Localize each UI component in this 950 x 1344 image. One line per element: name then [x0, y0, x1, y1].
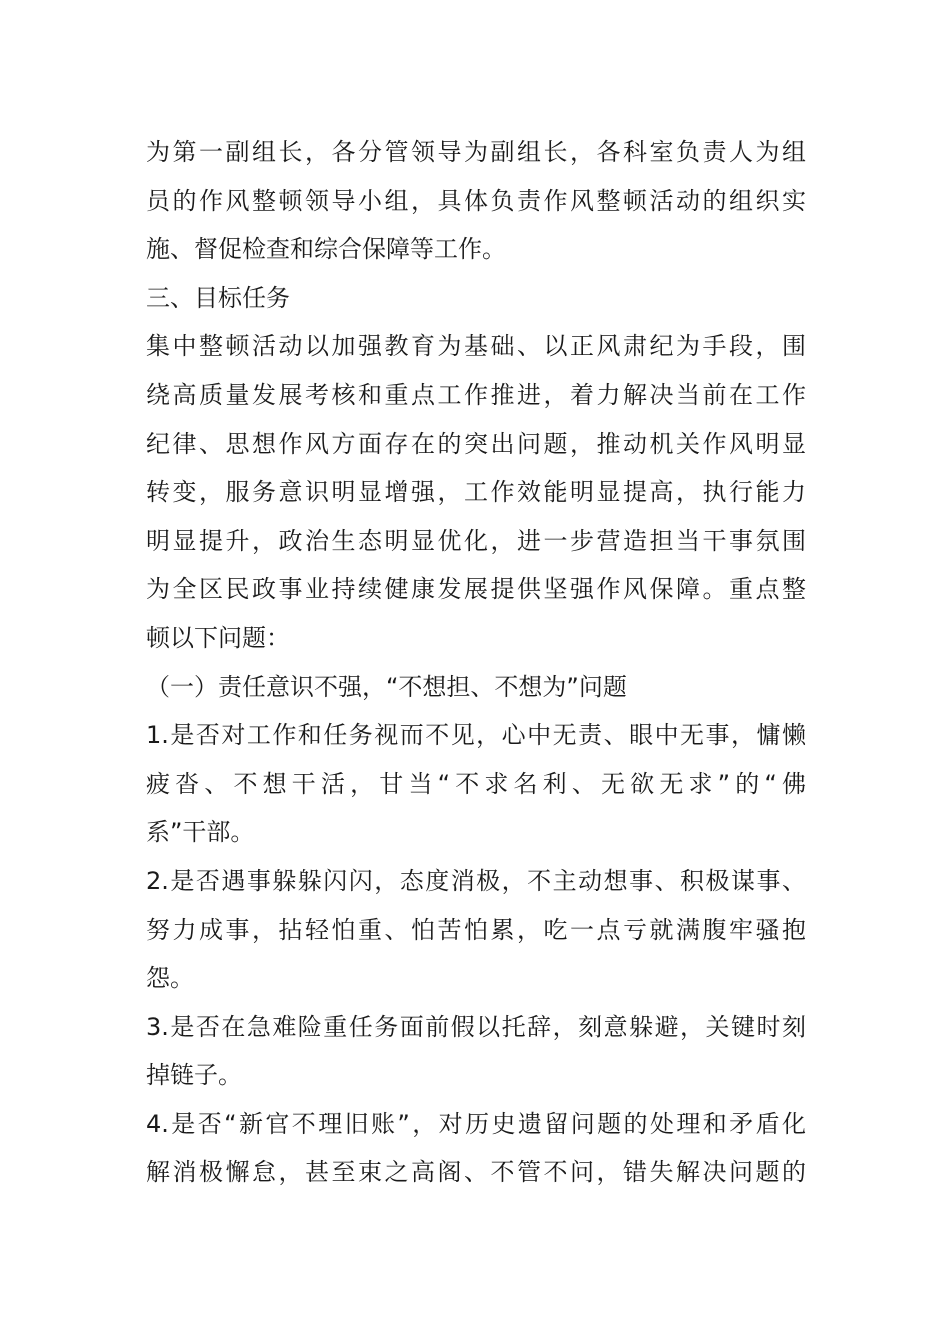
- subsection-heading: （一）责任意识不强，“不想担、不想为”问题: [146, 672, 627, 701]
- text-line: 顿以下问题：: [146, 623, 290, 652]
- list-item-line: 2.是否遇事躲躲闪闪，态度消极，不主动想事、积极谋事、: [146, 866, 806, 895]
- text-line: 纪律、思想作风方面存在的突出问题，推动机关作风明显: [146, 429, 806, 458]
- text-line: 施、督促检查和综合保障等工作。: [146, 235, 506, 264]
- list-item-line: 解消极懈怠，甚至束之高阁、不管不问，错失解决问题的: [146, 1158, 806, 1187]
- text-line: 员的作风整顿领导小组，具体负责作风整顿活动的组织实: [146, 186, 806, 215]
- list-item-line: 努力成事，拈轻怕重、怕苦怕累，吃一点亏就满腹牢骚抱: [146, 915, 806, 944]
- text-line: 为第一副组长，各分管领导为副组长，各科室负责人为组: [146, 138, 806, 166]
- section-heading: 三、目标任务: [146, 283, 290, 312]
- list-item-line: 系”干部。: [146, 818, 255, 847]
- text-line: 集中整顿活动以加强教育为基础、以正风肃纪为手段，围: [146, 332, 806, 361]
- list-item-line: 1.是否对工作和任务视而不见，心中无责、眼中无事，慵懒: [146, 721, 806, 750]
- text-line: 明显提升，政治生态明显优化，进一步营造担当干事氛围: [146, 526, 806, 555]
- text-line: 绕高质量发展考核和重点工作推进，着力解决当前在工作: [146, 380, 806, 409]
- list-item-line: 疲沓、不想干活，甘当“不求名利、无欲无求”的“佛: [146, 769, 806, 798]
- list-item-line: 4.是否“新官不理旧账”，对历史遗留问题的处理和矛盾化: [146, 1109, 806, 1138]
- list-item-line: 掉链子。: [146, 1061, 242, 1090]
- text-line: 为全区民政事业持续健康发展提供坚强作风保障。重点整: [146, 575, 806, 604]
- list-item-line: 怨。: [146, 964, 194, 993]
- text-line: 转变，服务意识明显增强，工作效能明显提高，执行能力: [146, 478, 806, 507]
- list-item-line: 3.是否在急难险重任务面前假以托辞，刻意躲避，关键时刻: [146, 1012, 806, 1041]
- document-body: [146, 128, 806, 1197]
